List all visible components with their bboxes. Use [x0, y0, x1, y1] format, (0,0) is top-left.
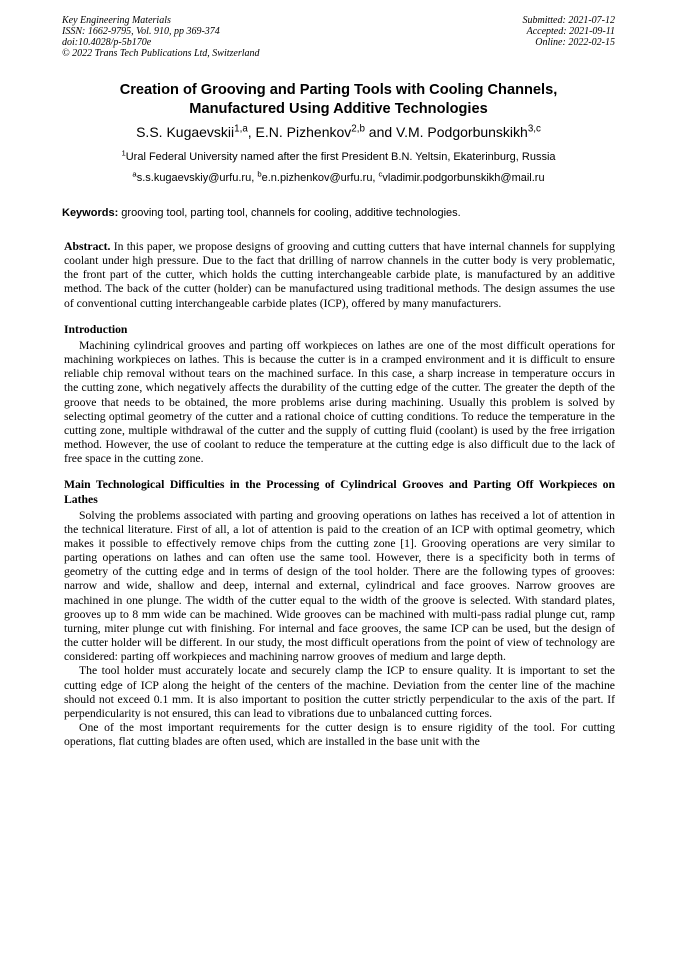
email-list — [62, 171, 615, 185]
abstract — [64, 240, 615, 311]
journal-doi: doi:10.4028/p-5b170e — [62, 37, 152, 48]
email-a: s.s.kugaevskiy@urfu.ru, — [136, 172, 258, 184]
accepted-date: Accepted: 2021-09-11 — [526, 26, 615, 37]
abstract-label: Abstract. — [64, 240, 111, 253]
journal-name: Key Engineering Materials — [62, 15, 171, 26]
submission-dates — [523, 15, 616, 48]
author-2: , E.N. Pizhenkov — [247, 124, 352, 140]
paper-body — [64, 240, 615, 749]
email-b: e.n.pizhenkov@urfu.ru, — [261, 172, 379, 184]
email-b-marker: b — [257, 169, 262, 179]
author-list — [62, 123, 615, 141]
title-line-2: Manufactured Using Additive Technologies — [189, 101, 488, 117]
email-c: vladimir.podgorbunskikh@mail.ru — [382, 172, 545, 184]
online-date: Online: 2022-02-15 — [535, 37, 615, 48]
main-paragraph-2: The tool holder must accurately locate and securely clamp the ICP to ensure quality. It is important to set the cutting edge of ICP along the height of the centers of the machine. Deviation from the center line of the machine should not exceed 0.1 mm. It is also important to position the cutter strictly perpendicular to the axis of the part. If perpendicularity is not ensured, this can lead to vibrations due to unbalanced cutting forces. — [64, 664, 615, 720]
keywords-label: Keywords: — [62, 207, 119, 219]
affiliation-text: Ural Federal University named after the first President B.N. Yeltsin, Ekaterinburg, Russia — [125, 151, 556, 163]
main-paragraph-3: One of the most important requirements for the cutter design is to ensure rigidity of the tool. For cutting operations, flat cutting blades are often used, which are installed in the base unit with the — [64, 721, 615, 749]
paper-title — [62, 81, 615, 119]
journal-copyright: © 2022 Trans Tech Publications Ltd, Switzerland — [62, 48, 260, 59]
abstract-text: In this paper, we propose designs of grooving and cutting cutters that have internal channels for supplying coolant under high pressure. Due to the fact that drilling of narrow channels in the cutter body is very problematic, the front part of the cutter, which holds the cutting interchangeable carbide plate, is manufactured by an additive method. The back of the cutter (holder) can be manufactured using traditional methods. The design assumes the use of conventional cutting interchangeable carbide plates (ICP), offered by many manufacturers. — [64, 240, 615, 310]
keywords — [62, 206, 615, 220]
author-3: and V.M. Podgorbunskikh — [364, 124, 528, 140]
main-paragraph-1: Solving the problems associated with parting and grooving operations on lathes has received a lot of attention in the technical literature. First of all, a lot of attention is paid to the creation of an ICP with optimal geometry, which makes it possible to effectively remove chips from the cutting zone [1]. Grooving operations are very similar to parting operations on lathes and can often use the same tool. However, there is a specificity both in terms of geometry of the cutting edge and in terms of design of the tool holder. There are the following types of grooves: narrow and wide, shallow and deep, internal and external, cylindrical and face grooves. Narrow grooves are machined in one plunge. The width of the cutter equal to the width of the groove is selected. With standard plates, grooves up to 8 mm wide can be machined. Wide grooves can be machined with multi-pass radial plunge cut, ramp turning, miter plunge cut with finishing. For internal and face grooves, the same ICP can be used, but the design of the cutter holder will be different. In our study, the most difficult operations from the point of view of technology are considered: parting off workpieces and machining narrow grooves of medium and large depth. — [64, 508, 615, 664]
journal-issn: ISSN: 1662-9795, Vol. 910, pp 369-374 — [62, 26, 220, 37]
author-2-affil: 2,b — [351, 123, 365, 135]
author-1: S.S. Kugaevskii — [136, 124, 235, 140]
introduction-paragraph: Machining cylindrical grooves and parting off workpieces on lathes are one of the most difficult operations for machining workpieces on lathes. This is because the cutter is in a cramped environment and it is difficult to ensure reliable chip removal without tears on the machined surface. In this case, a sharp increase in temperature occurs in the cutting zone, which negatively affects the durability of the cutting edge of the cutter. The greater the depth of the groove that needs to be obtained, the more problems arise during machining. Usually this problem is solved by selecting optimal geometry of the cutter and a rational choice of cutting conditions. To reduce the temperature in the cutting zone, multiple withdrawal of the cutter and the supply of cutting fluid (coolant) is used by the free irrigation method. However, the use of coolant to reduce the temperature at the cutting edge is also difficult due to the lack of free space in the cutting zone. — [64, 338, 615, 466]
email-c-marker: c — [378, 169, 383, 179]
author-3-affil: 3,c — [527, 123, 541, 135]
title-line-1: Creation of Grooving and Parting Tools with Cooling Channels, — [119, 82, 558, 98]
journal-header — [62, 15, 260, 59]
keywords-text: grooving tool, parting tool, channels for cooling, additive technologies. — [118, 207, 461, 219]
affiliation — [62, 150, 615, 164]
introduction-heading: Introduction — [64, 322, 128, 336]
main-section-heading: Main Technological Difficulties in the Processing of Cylindrical Grooves and Parting Off Workpieces on Lathes — [64, 478, 615, 506]
email-a-marker: a — [132, 169, 137, 179]
author-1-affil: 1,a — [234, 123, 248, 135]
affiliation-marker: 1 — [121, 148, 126, 158]
submitted-date: Submitted: 2021-07-12 — [522, 15, 615, 26]
